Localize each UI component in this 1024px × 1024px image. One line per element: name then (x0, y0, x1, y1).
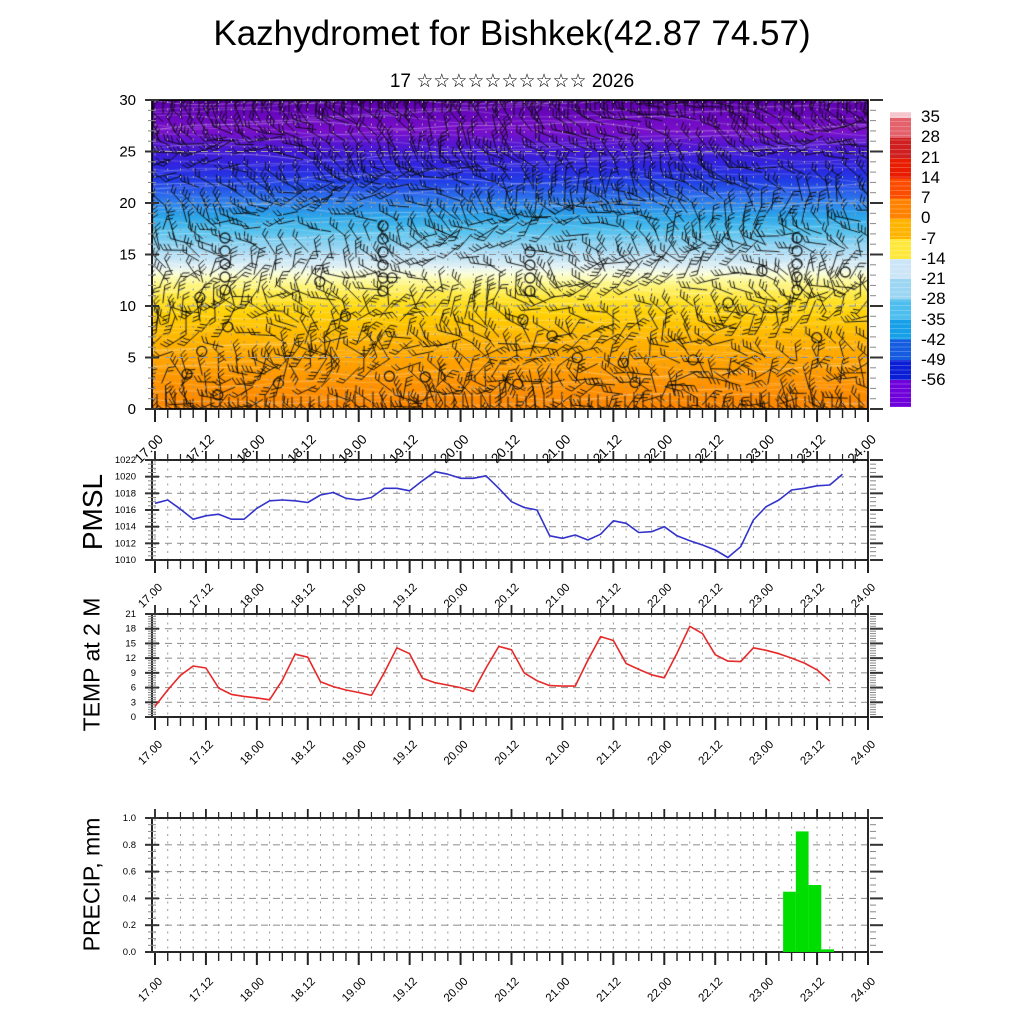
temp2m-xtick-label: 24.00 (849, 738, 879, 768)
wind-panel-xtick-label: 19.12 (386, 431, 421, 467)
pmsl-xtick-label: 21.12 (594, 581, 624, 611)
wind-panel-xtick-label: 18.12 (284, 431, 319, 467)
pmsl-xtick-label: 22.00 (645, 581, 675, 611)
temp2m-axes (125, 605, 883, 767)
precip-xtick-label: 19.12 (390, 975, 420, 1005)
precip-xtick-label: 23.00 (747, 975, 777, 1005)
temp2m-ytick-label: 18 (125, 623, 136, 635)
wind-panel-ytick-label: 20 (119, 195, 136, 212)
colorbar-tick-label: 7 (921, 188, 931, 207)
pmsl-xtick-label: 23.12 (798, 581, 828, 611)
temp2m-xtick-label: 17.00 (136, 738, 166, 768)
precip-xtick-label: 20.12 (492, 975, 522, 1005)
pmsl-ytick-label: 1022 (114, 455, 136, 466)
precip-bar (821, 949, 834, 952)
pmsl-ytick-label: 1010 (114, 555, 136, 566)
colorbar-tick-label: 35 (921, 107, 940, 126)
colorbar-tick-label: -28 (921, 289, 946, 309)
pmsl-xtick-label: 18.12 (289, 581, 318, 611)
pmsl-ytick-label: 1020 (114, 471, 136, 483)
temp2m-ytick-label: 9 (130, 667, 136, 679)
wind-panel-ytick-label: 30 (119, 92, 136, 109)
pmsl-ytick-label: 1012 (114, 538, 136, 550)
wind-panel-xtick-label: 17.12 (182, 431, 218, 467)
pmsl-ytick-label: 1018 (114, 488, 136, 500)
wind-panel-xtick-label: 18.00 (233, 431, 268, 467)
wind-panel-xtick-label: 23.12 (793, 431, 829, 467)
wind-panel-xtick-label: 24.00 (844, 431, 880, 467)
wind-panel-xtick-label: 19.00 (335, 431, 370, 467)
pmsl-xtick-label: 22.12 (696, 581, 726, 611)
temp2m-xtick-label: 21.12 (594, 738, 624, 768)
colorbar-tick-label: -56 (921, 370, 946, 390)
temp2m-xtick-label: 23.12 (798, 738, 828, 768)
pmsl-xtick-label: 20.12 (492, 581, 522, 611)
precip-ytick-label: 0.0 (122, 947, 136, 958)
temp2m-ytick-label: 0 (130, 712, 136, 723)
chart-subtitle: 17 ☆☆☆☆☆☆☆☆☆☆ 2026 (389, 71, 635, 92)
colorbar-tick-label: -35 (921, 309, 946, 329)
pmsl-line (155, 472, 843, 558)
temp2m-xtick-label: 18.00 (238, 738, 267, 768)
temp2m-xtick-label: 23.00 (747, 738, 777, 768)
wind-panel-ytick-label: 5 (127, 349, 136, 367)
temp2m-ytick-label: 3 (130, 697, 136, 709)
wind-panel-xtick-label: 23.00 (742, 431, 778, 467)
temp2m-xtick-label: 20.12 (492, 738, 522, 768)
colorbar-tick-label: 0 (921, 208, 931, 228)
chart-title: Kazhydromet for Bishkek(42.87 74.57) (213, 14, 811, 53)
wind-panel-xtick-label: 22.12 (691, 431, 727, 467)
precip-xtick-label: 22.12 (696, 975, 726, 1005)
precip-axes (123, 809, 883, 1004)
pmsl-axes (115, 451, 883, 610)
pmsl-xtick-label: 19.12 (390, 581, 420, 611)
colorbar-tick-label: 28 (921, 127, 940, 147)
wind-panel-xtick-label: 20.12 (488, 431, 523, 467)
temp2m-xtick-label: 17.12 (187, 738, 217, 768)
colorbar-tick-label: -49 (921, 350, 946, 369)
precip-xtick-label: 21.12 (594, 975, 624, 1005)
temp2m-ytick-label: 21 (125, 609, 136, 620)
pmsl-ytick-label: 1016 (114, 505, 136, 516)
pmsl-xtick-label: 18.00 (238, 581, 267, 611)
colorbar-tick-label: -7 (921, 228, 937, 248)
precip-ytick-label: 0.2 (122, 920, 136, 932)
precip-ytick-label: 0.4 (122, 893, 136, 905)
precip-xtick-label: 17.12 (187, 975, 217, 1005)
wind-panel-xtick-label: 21.00 (539, 431, 574, 467)
pmsl-xtick-label: 17.12 (187, 581, 217, 611)
temp2m-xtick-label: 22.00 (645, 738, 675, 768)
pmsl-axis-title: PMSL (77, 473, 108, 551)
temp2m-xtick-label: 22.12 (696, 738, 726, 768)
colorbar-stripes-overlay (890, 112, 911, 407)
wind-panel-ytick-label: 15 (119, 246, 136, 264)
precip-xtick-label: 24.00 (849, 975, 879, 1005)
precip-xtick-label: 22.00 (645, 975, 675, 1005)
pmsl-xtick-label: 23.00 (747, 581, 777, 611)
precip-bar (796, 831, 809, 952)
precip-axis-title: PRECIP, mm (78, 817, 105, 952)
precip-xtick-label: 19.00 (339, 975, 369, 1005)
pmsl-xtick-label: 20.00 (441, 581, 471, 611)
precip-xtick-label: 20.00 (441, 975, 471, 1005)
wind-panel-ytick-label: 10 (119, 298, 136, 315)
temp2m-xtick-label: 19.00 (339, 738, 369, 768)
precip-ytick-label: 0.6 (122, 866, 136, 878)
colorbar-tick-label: -14 (921, 248, 946, 268)
temp2m-ytick-label: 12 (125, 653, 136, 665)
wind-panel-ytick-label: 0 (127, 401, 136, 418)
pmsl-xtick-label: 19.00 (339, 581, 369, 611)
precip-xtick-label: 18.12 (289, 975, 318, 1005)
temp2m-line (155, 626, 830, 706)
precip-xtick-label: 21.00 (543, 975, 573, 1005)
precip-ytick-label: 0.8 (122, 839, 136, 851)
wind-panel-xtick-label: 22.00 (640, 431, 676, 467)
colorbar-tick-label: 21 (921, 147, 940, 167)
temp2m-xtick-label: 19.12 (390, 738, 420, 768)
pmsl-xtick-label: 24.00 (849, 581, 879, 611)
temp-axis-title: TEMP at 2 M (78, 597, 105, 732)
pmsl-ytick-label: 1014 (114, 521, 136, 533)
precip-bar (809, 885, 822, 952)
wind-cross-section-canvas (152, 100, 868, 409)
temp2m-xtick-label: 21.00 (543, 738, 573, 768)
temp2m-ytick-label: 6 (130, 682, 136, 694)
precip-xtick-label: 17.00 (136, 975, 166, 1005)
colorbar-tick-label: -42 (921, 329, 946, 349)
colorbar-tick-label: 14 (921, 167, 940, 187)
wind-panel-xtick-label: 20.00 (437, 431, 472, 467)
wind-panel-xtick-label: 21.12 (589, 431, 625, 467)
temp2m-ytick-label: 15 (125, 638, 136, 650)
temp2m-xtick-label: 18.12 (289, 738, 318, 768)
pmsl-xtick-label: 21.00 (543, 581, 573, 611)
precip-xtick-label: 18.00 (238, 975, 267, 1005)
temp2m-xtick-label: 20.00 (441, 738, 471, 768)
wind-panel-xtick-label: 17.00 (131, 431, 167, 467)
colorbar-tick-label: -21 (921, 269, 946, 288)
precip-xtick-label: 23.12 (798, 975, 828, 1005)
wind-panel-ytick-label: 25 (119, 143, 136, 161)
pmsl-xtick-label: 17.00 (136, 581, 166, 611)
precip-bar (783, 892, 796, 952)
precip-ytick-label: 1.0 (122, 813, 136, 824)
